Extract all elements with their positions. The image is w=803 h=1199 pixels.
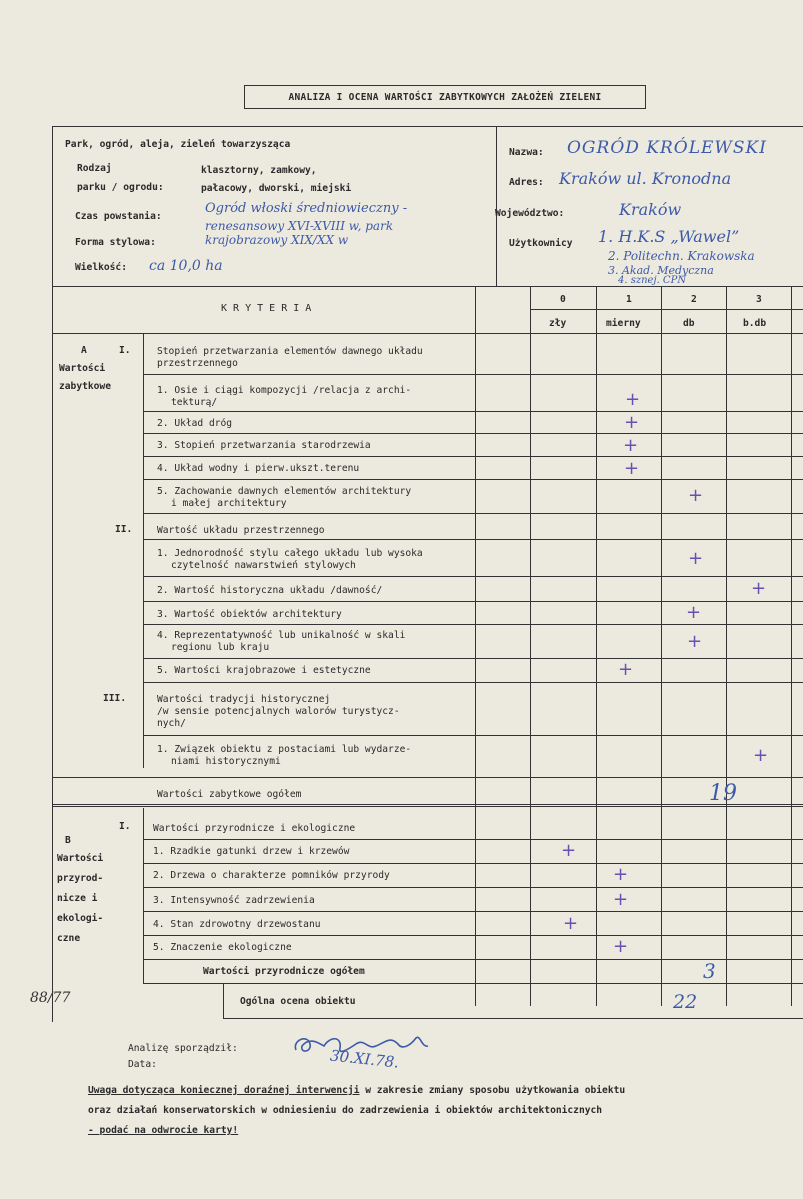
overall-value: 22 [673,991,698,1013]
a1-item-5b: i małej architektury [171,498,287,509]
parku-label: parku / ogrodu: [77,182,164,193]
score-mark-b1-3: + [613,889,629,910]
score-1: 1 [626,294,632,305]
wojewodztwo-label: Województwo: [495,208,565,219]
score-mark-a2-3: + [686,602,702,623]
uzytkownicy-value-2: 2. Politechn. Krakowska [608,249,755,263]
section-a-label-2: zabytkowe [59,381,111,392]
date-value: 30.XI.78. [329,1046,400,1072]
group-a3-title-1: Wartości tradycji historycznej [157,694,331,705]
a3-item-1a: 1. Związek obiektu z postaciami lub wydarze- [157,744,412,755]
analiza-label: Analizę sporządził: [128,1043,238,1054]
forma-label: Forma stylowa: [75,237,156,248]
wielkosc-value: ca 10,0 ha [149,258,223,274]
score-3: 3 [756,294,762,305]
wielkosc-label: Wielkość: [75,262,127,273]
czas-label: Czas powstania: [75,211,162,222]
score-mark-a2-1: + [688,548,704,569]
a-total-label: Wartości zabytkowe ogółem [157,789,302,800]
a2-item-1b: czytelność nawarstwień stylowych [171,560,356,571]
score-mark-b1-2: + [613,864,629,885]
score-label-2: db [683,318,695,329]
section-b-label-1: Wartości [57,853,104,864]
uzytkownicy-value-4: 4. sznej. CPN [618,275,687,286]
score-mark-a1-1: + [625,389,641,410]
uwaga-line-2: oraz działań konserwatorskich w odniesieniu do zadrzewienia i obiektów architektonicznych [88,1105,603,1116]
nazwa-label: Nazwa: [509,147,544,158]
score-mark-a2-2: + [751,578,767,599]
section-b-label-2: przyrod- [57,873,104,884]
score-mark-a1-2: + [624,412,640,433]
a1-item-2: 2. Układ dróg [157,418,233,429]
score-2: 2 [691,294,697,305]
a2-item-4b: regionu lub kraju [171,642,270,653]
uwaga-underlined: Uwaga dotycząca koniecznej doraźnej interwencji [88,1085,360,1096]
nazwa-value: OGRÓD KRÓLEWSKI [567,138,767,158]
score-mark-a2-5: + [618,659,634,680]
score-mark-b1-4: + [563,913,579,934]
section-a-code: A [81,345,87,356]
rodzaj-options-1: klasztorny, zamkowy, [201,165,317,176]
b-total-label: Wartości przyrodnicze ogółem [203,966,365,977]
uwaga-rest: w zakresie zmiany sposobu użytkowania obiektu [359,1085,626,1096]
side-note: 88/77 [30,990,71,1006]
section-b-label-5: czne [57,933,81,944]
a1-item-3: 3. Stopień przetwarzania starodrzewia [157,440,371,451]
a2-item-5: 5. Wartości krajobrazowe i estetyczne [157,665,371,676]
section-a-label-1: Wartości [59,363,106,374]
park-line: Park, ogród, aleja, zieleń towarzysząca [65,139,291,150]
group-a3-title-3: nych/ [157,718,186,729]
czas-value-1: Ogród włoski średniowieczny - [205,201,408,216]
group-a2-title: Wartość układu przestrzennego [157,525,325,536]
data-label: Data: [128,1059,157,1070]
b-total-value: 3 [703,959,716,983]
score-mark-a2-4: + [687,631,703,652]
a2-item-3: 3. Wartość obiektów architektury [157,609,342,620]
form-title: ANALIZA I OCENA WARTOŚCI ZABYTKOWYCH ZAŁOŻEŃ ZIELENI [244,85,646,109]
b-item-1: 1. Rzadkie gatunki drzew i krzewów [153,846,350,857]
b-item-3: 3. Intensywność zadrzewienia [153,895,315,906]
b-item-5: 5. Znaczenie ekologiczne [153,942,292,953]
uzytkownicy-label: Użytkownicy [509,238,573,249]
group-a3-title-2: /w sensie potencjalnych walorów turystycz- [157,706,400,717]
uzytkownicy-value-1: 1. H.K.S „Wawel” [598,227,740,246]
b-item-4: 4. Stan zdrowotny drzewostanu [153,919,321,930]
uwaga-line-1 [88,1084,625,1097]
overall-label: Ogólna ocena obiektu [240,996,356,1007]
forma-value: krajobrazowy XIX/XX w [205,233,349,247]
group-b-title: Wartości przyrodnicze i ekologiczne [153,823,356,834]
a2-item-1a: 1. Jednorodność stylu całego układu lub wysoka [157,548,423,559]
score-label-3: b.db [743,318,767,329]
score-mark-b1-1: + [561,840,577,861]
score-mark-a1-5: + [688,485,704,506]
a1-item-1b: tekturą/ [171,397,218,408]
score-mark-a1-3: + [623,435,639,456]
a3-item-1b: niami historycznymi [171,756,281,767]
score-mark-a1-4: + [624,458,640,479]
wojewodztwo-value: Kraków [619,200,682,219]
a2-item-4a: 4. Reprezentatywność lub unikalność w skali [157,630,406,641]
score-label-1: mierny [606,318,641,329]
score-mark-a3-1: + [753,745,769,766]
a1-item-5a: 5. Zachowanie dawnych elementów architektury [157,486,412,497]
group-a1-title-1: Stopień przetwarzania elementów dawnego układu [157,346,423,357]
section-b-code: B [65,835,71,846]
adres-value: Kraków ul. Kronodna [559,169,732,188]
uwaga-line-3: - podać na odwrocie karty! [88,1125,239,1136]
a-total-value: 19 [709,781,737,806]
section-a-roman-3: III. [103,693,127,704]
rodzaj-options-2: pałacowy, dworski, miejski [201,183,352,194]
score-mark-b1-5: + [613,936,629,957]
section-b-label-4: ekologi- [57,913,104,924]
section-b-label-3: nicze i [57,893,98,904]
a1-item-4: 4. Układ wodny i pierw.ukszt.terenu [157,463,360,474]
section-a-roman-1: I. [119,345,131,356]
score-0: 0 [560,294,566,305]
group-a1-title-2: przestrzennego [157,358,238,369]
adres-label: Adres: [509,177,544,188]
score-label-0: zły [549,318,567,329]
kryteria-header: K R Y T E R I A [221,303,312,314]
section-a-roman-2: II. [115,524,133,535]
czas-value-2: renesansowy XVI-XVIII w, park [205,219,394,233]
section-b-roman: I. [119,821,131,832]
a1-item-1a: 1. Osie i ciągi kompozycji /relacja z archi- [157,385,412,396]
evaluation-form [52,126,803,1022]
rodzaj-label: Rodzaj [77,163,112,174]
a2-item-2: 2. Wartość historyczna układu /dawność/ [157,585,383,596]
uzytkownicy-value-3: 3. Akad. Medyczna [608,264,714,277]
b-item-2: 2. Drzewa o charakterze pomników przyrody [153,870,390,881]
